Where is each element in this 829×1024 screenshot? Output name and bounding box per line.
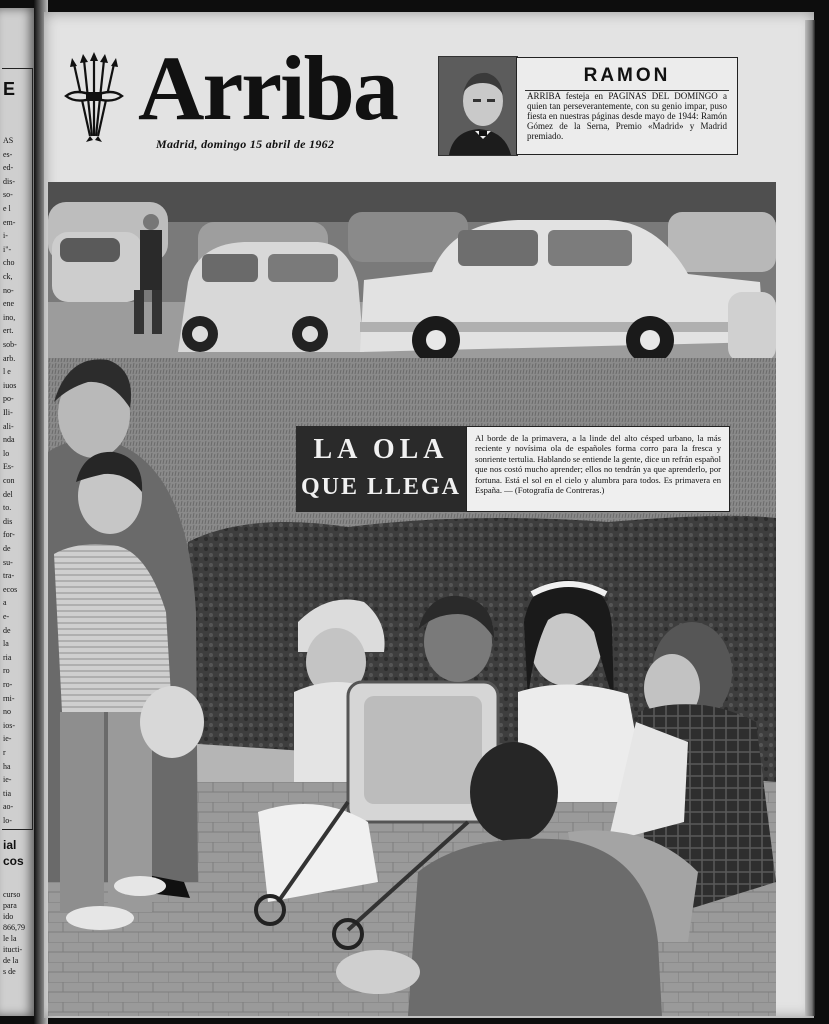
feature-caption-text: Al borde de la primavera, a la linde del alto césped urbano, la más reciente y novísima ola de españoles forma corro para la fresca y sonriente tertulia. Hablando se entiende la gente, dice un refrán español que nos costó mucho aprender; ellos no tendrán ya que aprenderlo, por fortuna. Está el sol en el cielo y alumbra para todos. Es primavera en España. — (Fotografía de Contreras.) (466, 426, 730, 512)
column-fragment: ck, (3, 272, 13, 281)
column-fragment: ao- (3, 802, 14, 812)
column-fragment: ecos (3, 584, 18, 594)
bold-fragment-2: cos (3, 854, 24, 868)
masthead-dateline: Madrid, domingo 15 abril de 1962 (156, 137, 335, 151)
column-fragment: e l (3, 204, 11, 213)
column-fragment: su- (3, 557, 13, 567)
column-fragment: nda (3, 435, 15, 445)
feature-title-line1: LA OLA (313, 434, 449, 465)
sidebar-body: ARRIBA festeja en PAGINAS DEL DOMINGO a quien tan perseverantemente, con su genio impar, puso fiesta en nuestras páginas desde mayo de 1944: Ramón Gómez de la Serna, Premio «Madrid» y Madrid premiado. (527, 91, 727, 141)
column-fragment: r (3, 748, 6, 757)
column-fragment: ert. (3, 326, 14, 336)
bottom-fragment: itucti- (3, 945, 23, 954)
feature-title-line2: QUE LLEGA (300, 474, 462, 500)
previous-page-strip (0, 8, 36, 1016)
bottom-fragment: de la (3, 956, 19, 965)
column-fragment: a (3, 598, 7, 608)
bottom-fragment: para (3, 901, 17, 910)
column-fragment: no (3, 707, 11, 717)
bottom-fragment: 866,79 (3, 923, 25, 932)
column-fragment: po- (3, 394, 14, 404)
column-fragment: dis- (3, 176, 15, 186)
sidebar-heading: RAMON (583, 65, 671, 86)
column-fragment: l e (3, 367, 11, 377)
column-fragment: ino, (3, 312, 16, 322)
column-fragment: ro- (3, 680, 13, 689)
column-fragment: rni- (3, 693, 15, 703)
column-fragment: iuos (3, 380, 17, 390)
bottom-fragment: s de (3, 967, 16, 976)
author-portrait (438, 56, 518, 156)
column-fragment: ria (3, 652, 12, 662)
column-fragment: ie- (3, 775, 12, 785)
column-fragment: del (3, 489, 13, 499)
feature-photograph (48, 182, 776, 1016)
column-fragment: e- (3, 612, 10, 621)
bottom-fragment: le la (3, 934, 17, 943)
masthead-title: Arriba (138, 37, 397, 139)
page-edge (805, 20, 815, 1016)
column-fragment: arb. (3, 353, 16, 363)
bottom-fragment: curso (3, 890, 21, 899)
feature-title-block (296, 426, 466, 512)
column-fragment: no- (3, 285, 14, 295)
column-fragment: ro (3, 666, 10, 676)
column-fragment: cho (3, 258, 15, 268)
column-fragment: es- (3, 149, 13, 159)
column-fragment: i- (3, 231, 8, 241)
column-fragment: lo- (3, 816, 12, 825)
column-fragment: tia (3, 788, 11, 798)
bottom-fragment: ido (3, 912, 14, 921)
column-fragment: la (3, 639, 9, 649)
column-fragment: so- (3, 190, 13, 200)
feature-caption-box (296, 426, 730, 512)
column-fragment: tra- (3, 571, 15, 581)
column-fragment: ed- (3, 163, 14, 173)
yoke-and-arrows-logo (62, 52, 126, 142)
column-fragment: em- (3, 217, 16, 227)
column-fragment: dis (3, 516, 13, 526)
column-fragment: lo (3, 448, 10, 458)
column-fragment: i"- (3, 244, 12, 254)
column-fragment: ie- (3, 734, 12, 744)
column-fragment: con (3, 476, 15, 485)
column-fragment: Ili- (3, 408, 13, 417)
column-fragment: AS (3, 136, 14, 145)
drop-letter: E (3, 79, 16, 99)
column-fragment: de (3, 544, 11, 553)
column-fragment: ene (3, 299, 15, 309)
column-fragment: Es- (3, 462, 14, 472)
column-fragment: ali- (3, 421, 14, 431)
column-fragment: to. (3, 503, 12, 513)
column-fragment: for- (3, 530, 15, 540)
column-fragment: ha (3, 761, 11, 771)
column-fragment: sob- (3, 340, 17, 349)
bold-fragment-1: ial (3, 838, 17, 852)
column-fragment: de (3, 625, 11, 635)
column-fragment: ios- (3, 720, 15, 730)
ramon-sidebar-box (516, 57, 738, 155)
